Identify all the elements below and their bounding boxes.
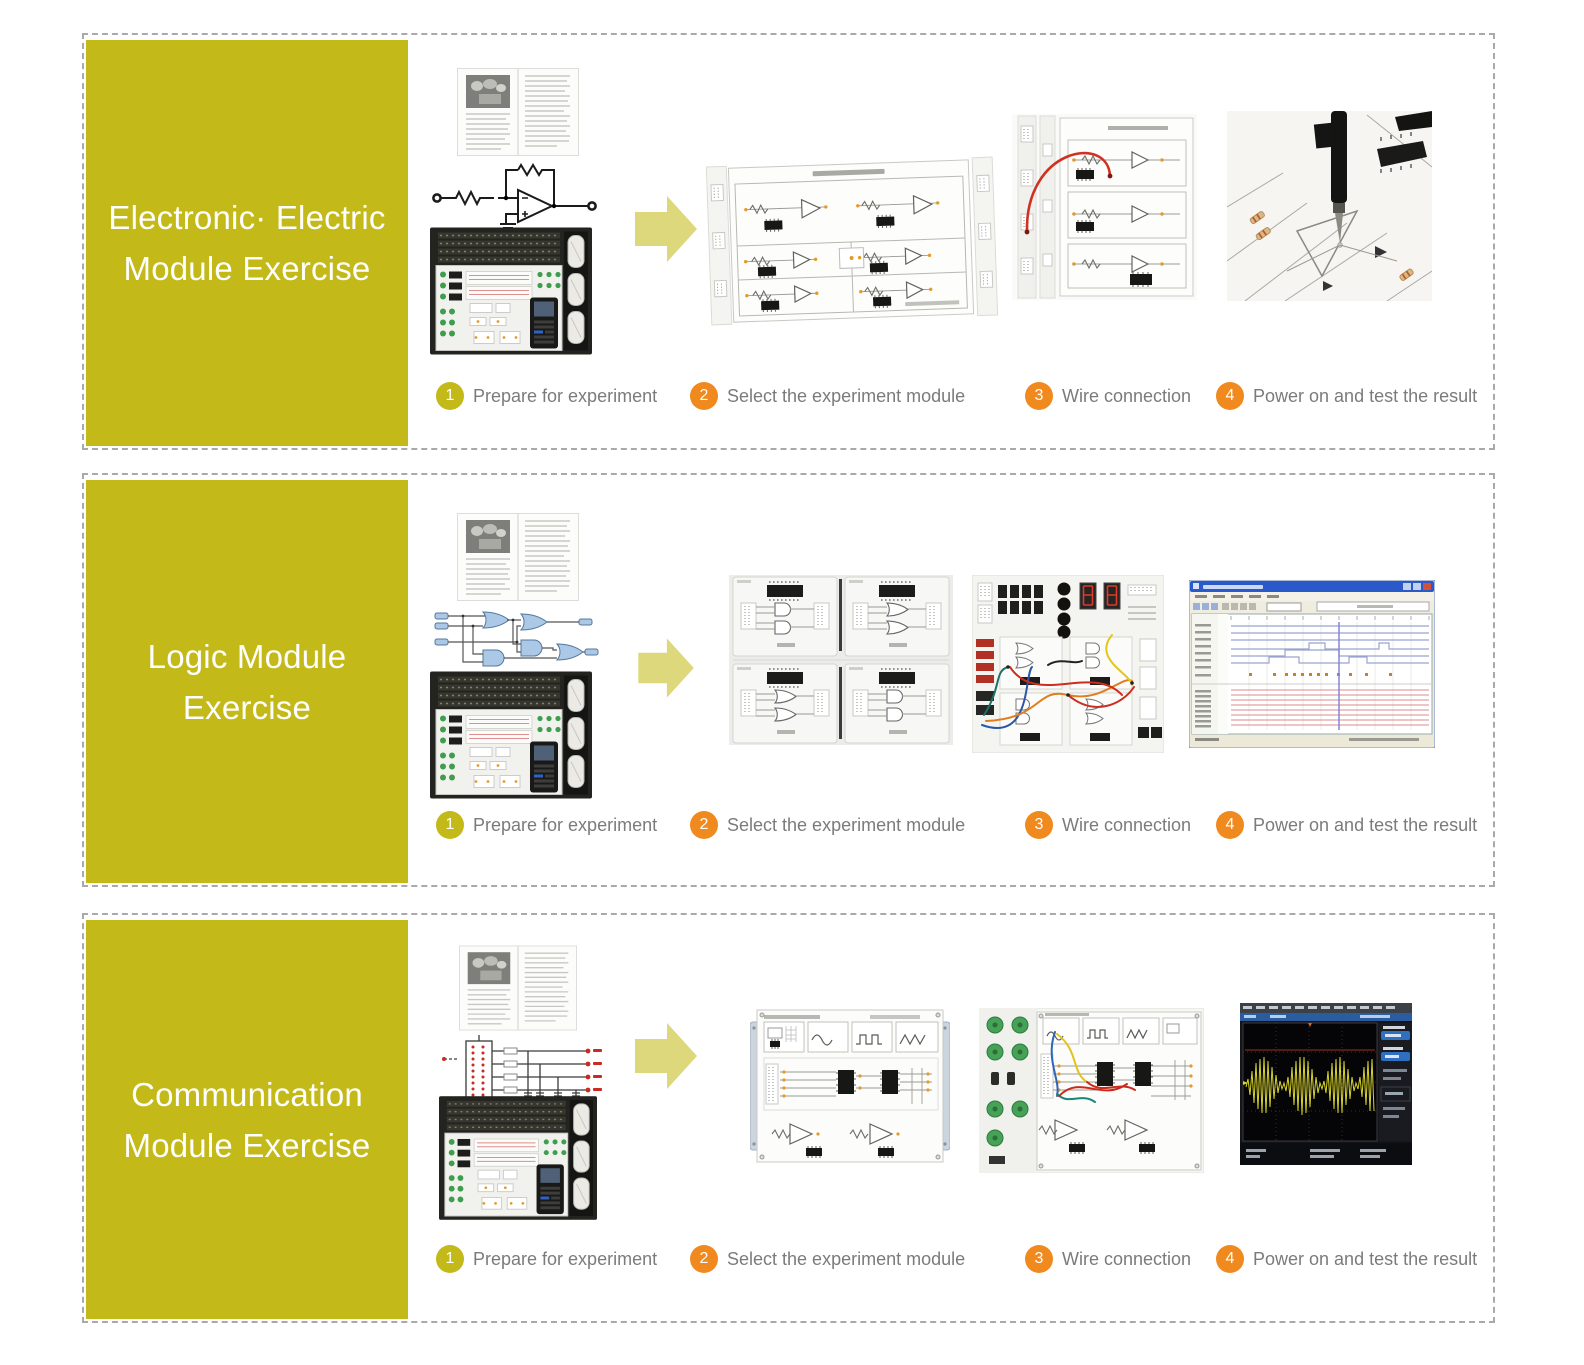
step-item (1025, 811, 1191, 839)
step-number-badge: 1 (436, 382, 464, 410)
section-title-line2: Module Exercise (123, 250, 371, 287)
step-number-badge: 1 (436, 1245, 464, 1273)
step-item (436, 811, 657, 839)
section-title-line1: Electronic· Electric (108, 199, 386, 236)
trainer-equipment-photo (430, 671, 592, 799)
section-row-logic (82, 473, 1495, 887)
oscilloscope-screenshot (1240, 1003, 1412, 1165)
step-item (1025, 1245, 1191, 1273)
probe-test-photo (1227, 111, 1432, 301)
step-label: Prepare for experiment (473, 1248, 658, 1269)
flow-arrow-icon (635, 190, 697, 268)
step-label: Select the experiment module (727, 385, 966, 406)
step-number-badge: 3 (1025, 811, 1053, 839)
step-label: Select the experiment module (727, 814, 966, 835)
flow-arrow-icon (635, 1017, 697, 1095)
section-title-line1: Logic Module (147, 637, 347, 675)
step-label: Select the experiment module (727, 1248, 966, 1269)
manual-book-photo (457, 68, 579, 156)
step-label: Power on and test the result (1253, 385, 1478, 406)
step-number-badge: 3 (1025, 382, 1053, 410)
opamp-circuit-schematic (430, 158, 598, 236)
experiment-module-photo (704, 149, 1000, 333)
step-label: Power on and test the result (1253, 814, 1478, 835)
comm-trainer-wired-photo (979, 1008, 1204, 1173)
step-item (1216, 1245, 1477, 1273)
section-title-block (86, 40, 408, 446)
logic-analyzer-window-screenshot (1189, 580, 1435, 748)
step-item (436, 382, 657, 410)
logic-modules-photo (729, 575, 953, 745)
comm-module-photo (750, 1008, 950, 1164)
step-item (1216, 382, 1477, 410)
step-label: Power on and test the result (1253, 1248, 1478, 1269)
logic-trainer-wired-photo (972, 575, 1164, 753)
section-row-communication (82, 913, 1495, 1323)
trainer-equipment-photo (439, 1095, 597, 1221)
step-number-badge: 3 (1025, 1245, 1053, 1273)
step-number-badge: 4 (1216, 1245, 1244, 1273)
trainer-equipment-photo (430, 227, 592, 355)
step-item (1025, 382, 1191, 410)
step-label: Wire connection (1062, 385, 1192, 406)
step-label: Wire connection (1062, 1248, 1192, 1269)
flow-arrow-icon (635, 633, 697, 703)
manual-book-photo (457, 513, 579, 601)
logic-gates-schematic (433, 606, 601, 670)
step-item (1216, 811, 1477, 839)
step-item (690, 1245, 965, 1273)
step-number-badge: 1 (436, 811, 464, 839)
section-title-line1: Communication (131, 1075, 363, 1113)
step-label: Prepare for experiment (473, 814, 658, 835)
section-title-block (86, 480, 408, 883)
section-row-electronic (82, 33, 1495, 450)
step-item (690, 811, 965, 839)
manual-book-photo (459, 945, 577, 1031)
step-number-badge: 2 (690, 382, 718, 410)
step-number-badge: 4 (1216, 382, 1244, 410)
section-title-block (86, 920, 408, 1319)
step-label: Wire connection (1062, 814, 1192, 835)
section-title-line2: Module Exercise (123, 1126, 371, 1164)
step-label: Prepare for experiment (473, 385, 658, 406)
wire-connection-photo (1012, 114, 1197, 300)
step-number-badge: 4 (1216, 811, 1244, 839)
section-title-line2: Exercise (182, 688, 312, 726)
step-number-badge: 2 (690, 1245, 718, 1273)
step-item (690, 382, 965, 410)
step-number-badge: 2 (690, 811, 718, 839)
step-item (436, 1245, 657, 1273)
